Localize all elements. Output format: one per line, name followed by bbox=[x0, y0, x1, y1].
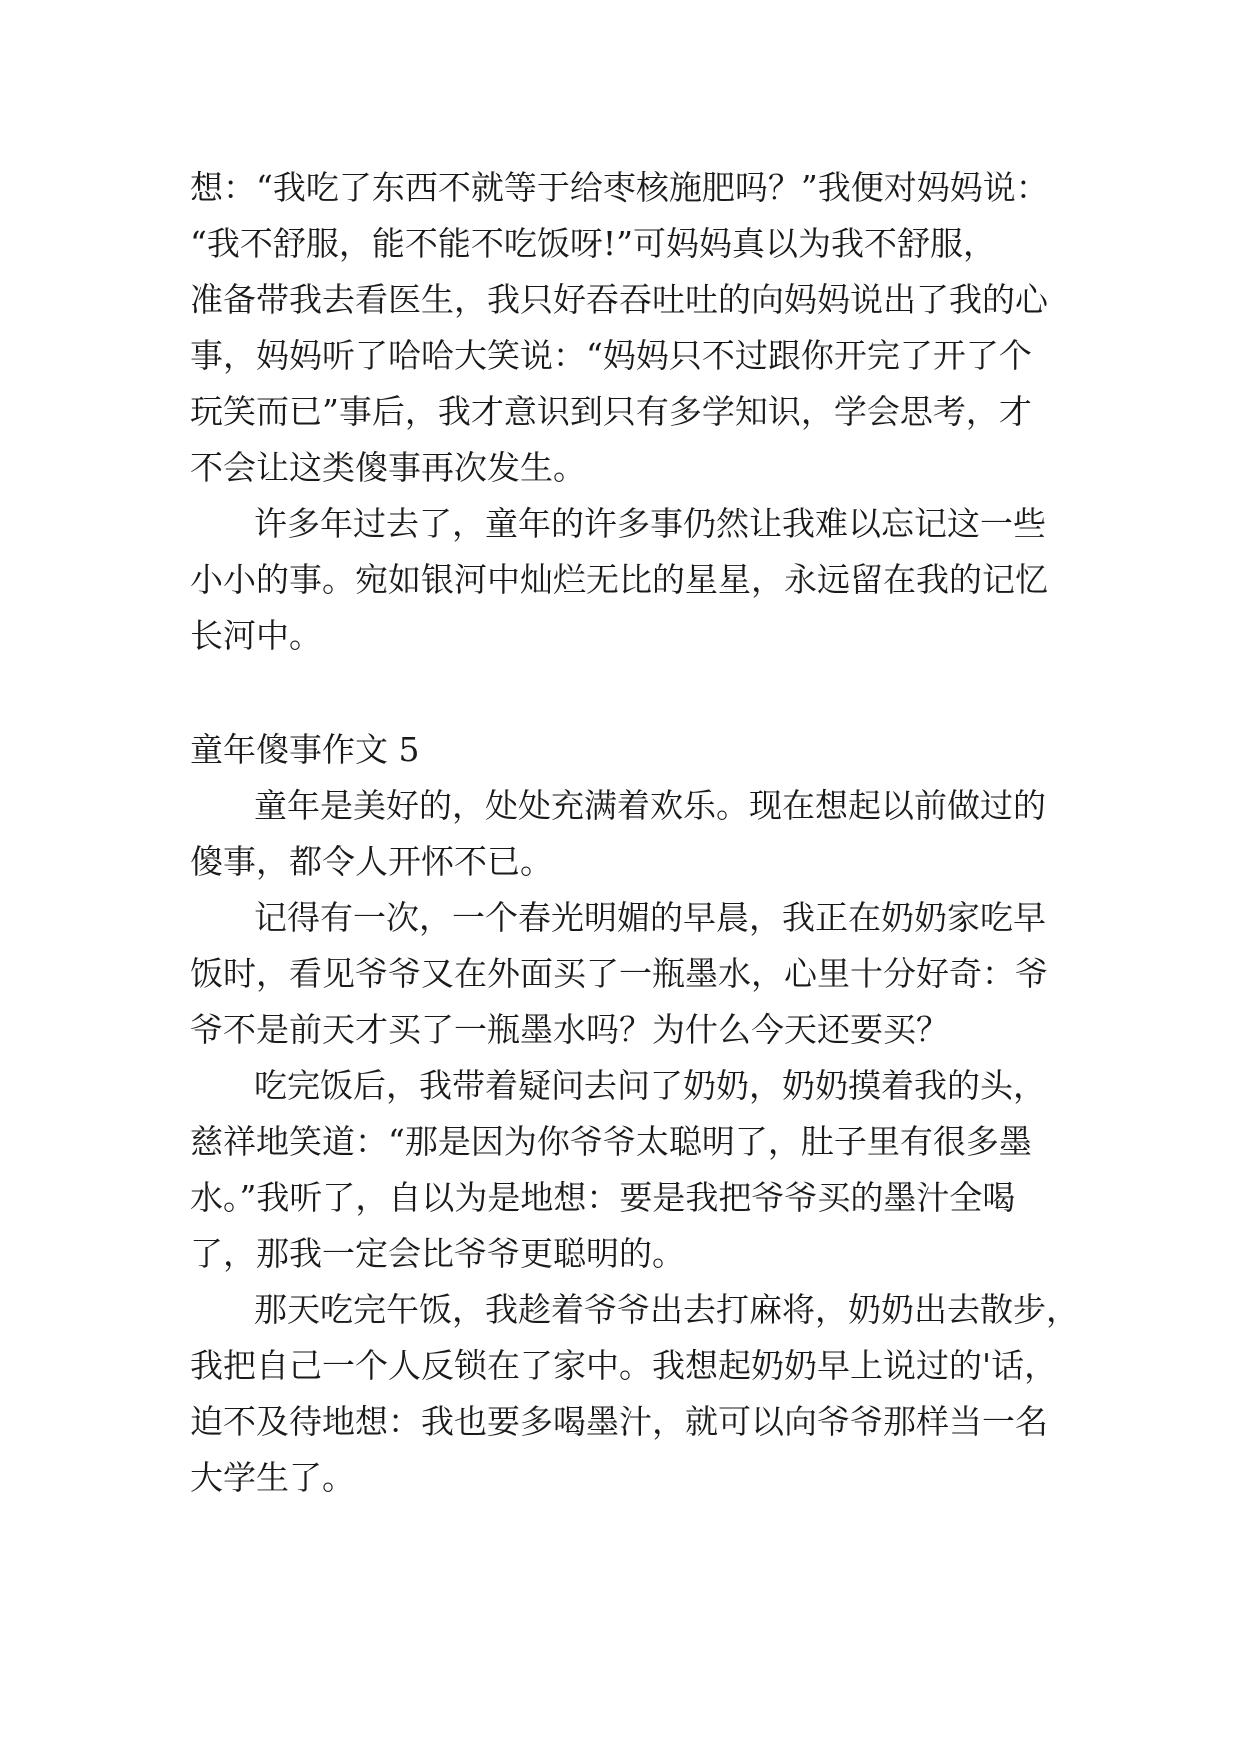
text-line: 想：“我吃了东西不就等于给枣核施肥吗？”我便对妈妈说： bbox=[190, 168, 1049, 207]
text-line: 傻事，都令人开怀不已。 bbox=[190, 842, 553, 881]
text-line: 童年是美好的，处处充满着欢乐。现在想起以前做过的 bbox=[254, 786, 1046, 825]
text-line: 水。”我听了，自以为是地想：要是我把爷爷买的墨汁全喝 bbox=[190, 1178, 1016, 1217]
text-line: 许多年过去了，童年的许多事仍然让我难以忘记这一些 bbox=[254, 504, 1046, 543]
text-line: 大学生了。 bbox=[190, 1458, 355, 1497]
text-line: 长河中。 bbox=[190, 616, 322, 655]
text-line: 了，那我一定会比爷爷更聪明的。 bbox=[190, 1234, 685, 1273]
text-line: 小小的事。宛如银河中灿烂无比的星星，永远留在我的记忆 bbox=[190, 560, 1048, 599]
text-line: 吃完饭后，我带着疑问去问了奶奶，奶奶摸着我的头， bbox=[254, 1066, 1046, 1105]
text-line: 慈祥地笑道：“那是因为你爷爷太聪明了，肚子里有很多墨 bbox=[190, 1122, 1032, 1161]
section-heading: 童年傻事作文 5 bbox=[190, 730, 420, 769]
text-line: 饭时，看见爷爷又在外面买了一瓶墨水，心里十分好奇：爷 bbox=[190, 954, 1048, 993]
text-line: 那天吃完午饭，我趁着爷爷出去打麻将，奶奶出去散步， bbox=[254, 1290, 1079, 1329]
text-line: 我把自己一个人反锁在了家中。我想起奶奶早上说过的'话， bbox=[190, 1346, 1058, 1385]
text-line: 记得有一次，一个春光明媚的早晨，我正在奶奶家吃早 bbox=[254, 898, 1046, 937]
text-line: 事，妈妈听了哈哈大笑说：“妈妈只不过跟你开完了开了个 bbox=[190, 336, 1032, 375]
text-line: 准备带我去看医生，我只好吞吞吐吐的向妈妈说出了我的心 bbox=[190, 280, 1048, 319]
text-line: 爷不是前天才买了一瓶墨水吗？为什么今天还要买？ bbox=[190, 1010, 949, 1049]
text-line: “我不舒服，能不能不吃饭呀!”可妈妈真以为我不舒服， bbox=[190, 224, 997, 263]
text-line: 玩笑而已”事后，我才意识到只有多学知识，学会思考，才 bbox=[190, 392, 1032, 431]
text-line: 迫不及待地想：我也要多喝墨汁，就可以向爷爷那样当一名 bbox=[190, 1402, 1048, 1441]
text-line: 不会让这类傻事再次发生。 bbox=[190, 448, 586, 487]
